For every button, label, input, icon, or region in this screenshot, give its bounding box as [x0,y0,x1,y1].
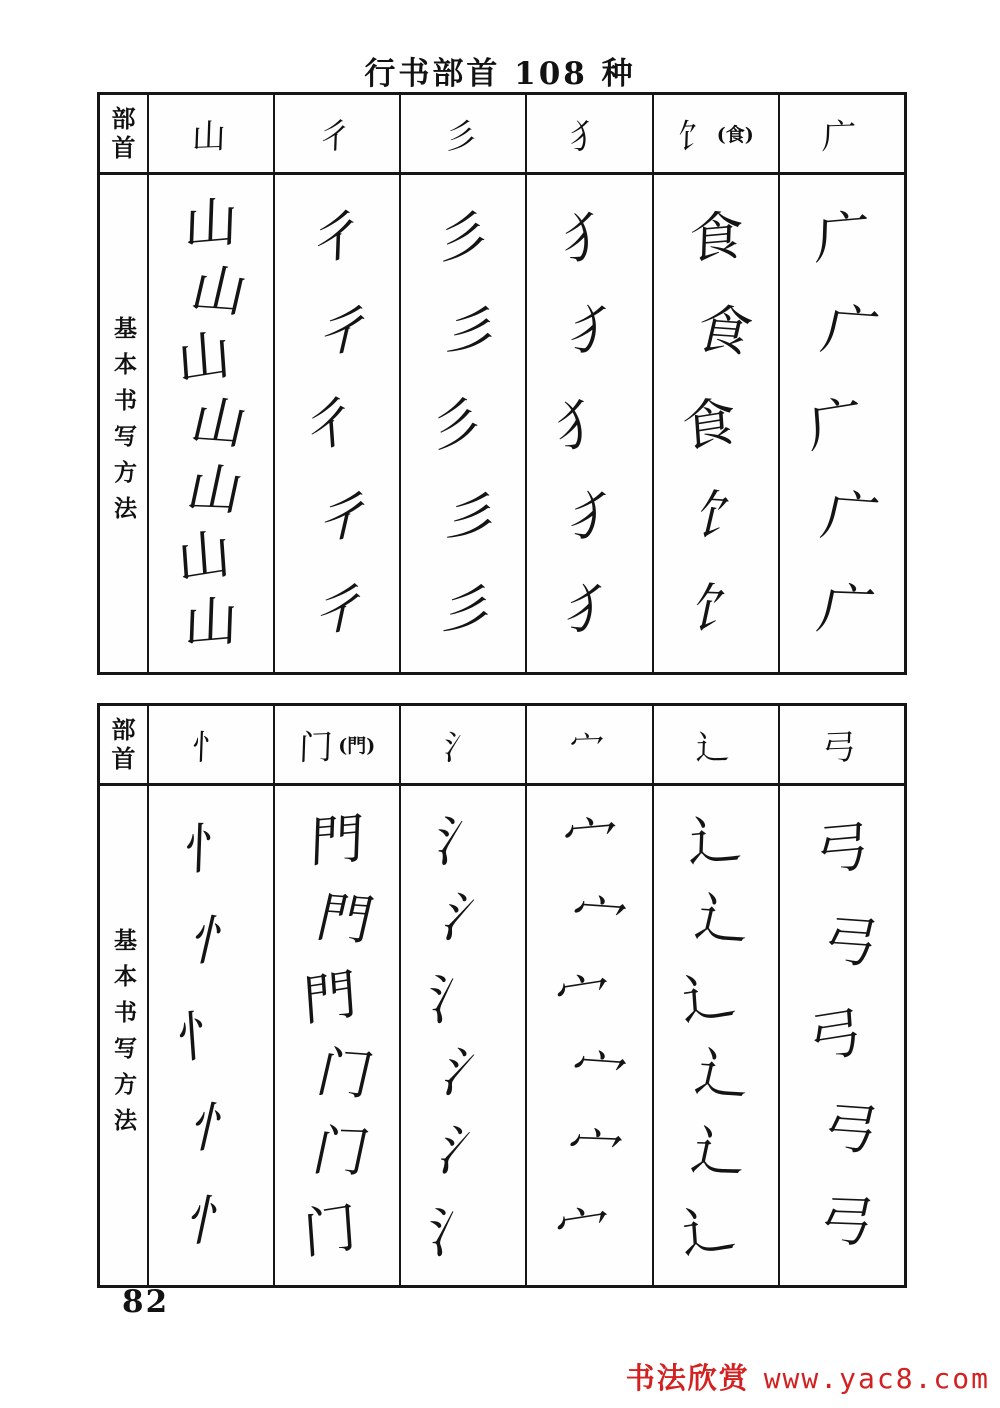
handwritten-sample: 弓 [812,1189,880,1255]
handwritten-sample: 宀 [560,1119,628,1185]
handwritten-sample: 忄 [185,909,254,976]
handwritten-sample: 宀 [563,1041,632,1108]
radical-label: 弓 [821,727,857,769]
handwritten-sample: 氵 [433,1119,502,1185]
sample-column-shan [147,175,273,672]
handwritten-sample: 辶 [686,1119,754,1185]
handwritten-sample: 宀 [553,961,612,1033]
sample-stack [780,786,904,1285]
method-label: 基本书写方法 [110,927,137,1144]
sample-stack [654,786,778,1285]
handwritten-sample: 彡 [433,576,502,642]
handwritten-sample: 犭 [561,202,618,272]
header-cell-shan [147,95,273,175]
handwritten-sample: 食 [689,297,758,364]
handwritten-sample: 宀 [563,885,632,952]
handwritten-sample: 宀 [561,806,618,875]
handwritten-sample: 犭 [560,576,628,642]
handwritten-sample: 山 [175,521,234,593]
radical-label: 忄 [190,727,227,769]
sample-column-chuo [652,786,778,1285]
handwritten-sample: 彡 [427,388,486,460]
sample-stack [780,175,904,672]
sample-stack [527,175,651,672]
sample-column-shan3 [399,175,525,672]
method-label-cell [100,786,147,1285]
handwritten-sample: 门 [307,1119,375,1185]
handwritten-sample: 门 [301,1194,360,1267]
handwritten-sample: 辶 [679,1194,738,1267]
radical-table-1 [97,92,907,675]
handwritten-sample: 彡 [437,483,506,550]
handwritten-sample: 辶 [689,885,758,952]
header-cell-shan3 [399,95,525,175]
handwritten-sample: 门 [311,1041,380,1108]
sample-stack [149,175,273,672]
handwritten-sample: 辶 [679,961,738,1033]
handwritten-sample: 彡 [437,297,506,364]
radical-alt-label: (食) [716,124,754,146]
handwritten-sample: 彡 [435,202,492,272]
handwritten-sample: 犭 [563,483,632,550]
handwritten-sample: 彳 [301,388,360,460]
handwritten-sample: 弓 [813,814,870,883]
handwritten-sample: 弓 [815,1095,885,1162]
handwritten-sample: 氵 [437,885,506,952]
sample-column-shui [399,786,525,1285]
watermark-site-name: 书法欣赏 [625,1361,750,1395]
header-cell-mian [525,706,651,786]
page-title: 行书部首 108 种 [364,56,636,92]
sample-column-shi [652,175,778,672]
handwritten-sample: 广 [815,297,885,364]
sample-stack [401,175,525,672]
sample-column-gong [778,786,904,1285]
radical-label: 彡 [443,116,479,158]
handwritten-sample: 饣 [689,483,758,550]
handwritten-sample: 門 [309,806,366,875]
radical-label: 犭 [569,116,605,158]
radical-label: 门 [298,727,334,769]
sample-column-men [273,786,399,1285]
corner-label: 部首 [111,714,136,773]
sample-stack [275,786,399,1285]
header-cell-shi [652,95,778,175]
corner-cell [100,95,147,175]
radical-table-2 [97,703,907,1288]
radical-label: 广 [821,116,857,158]
handwritten-sample: 饣 [686,576,754,642]
header-cell-gong [778,706,904,786]
method-label-cell [100,175,147,672]
header-cell-guang [778,95,904,175]
header-cell-quan [525,95,651,175]
handwritten-sample: 門 [301,961,360,1033]
sample-column-mian [525,786,651,1285]
handwritten-sample: 辶 [687,806,744,875]
handwritten-sample: 弓 [815,909,885,976]
radical-alt-label: (門) [338,735,376,757]
handwritten-sample: 山 [185,257,254,324]
handwritten-sample: 山 [183,588,240,657]
sample-stack [654,175,778,672]
handwritten-sample: 門 [311,885,380,952]
handwritten-sample: 氵 [427,1194,486,1267]
handwritten-sample: 山 [185,390,254,457]
header-cell-chi [273,95,399,175]
handwritten-sample: 弓 [806,1000,864,1072]
handwritten-sample: 彳 [309,202,366,272]
corner-label: 部首 [111,103,136,162]
handwritten-sample: 忄 [181,1189,249,1255]
handwritten-sample: 辶 [689,1041,758,1108]
handwritten-sample: 氵 [427,961,486,1033]
radical-label: 饣 [676,116,713,158]
sample-stack [275,175,399,672]
sample-stack [149,786,273,1285]
handwritten-sample: 氵 [437,1041,506,1108]
sample-column-quan [525,175,651,672]
handwritten-sample: 广 [815,483,885,550]
handwritten-sample: 食 [687,202,744,272]
handwritten-sample: 犭 [553,388,612,460]
radical-label: 彳 [316,116,353,158]
radical-label: 山 [190,116,227,158]
handwritten-sample: 山 [183,189,240,258]
method-label: 基本书写方法 [110,315,137,532]
handwritten-sample: 氵 [435,806,492,875]
header-cell-xin [147,706,273,786]
sample-column-chi [273,175,399,672]
sample-stack [401,786,525,1285]
sample-column-xin [147,786,273,1285]
header-cell-men [273,706,399,786]
handwritten-sample: 广 [813,202,870,272]
handwritten-sample: 忄 [183,814,240,883]
radical-label: 宀 [569,727,605,769]
handwritten-sample: 广 [806,388,864,460]
handwritten-sample: 彳 [307,576,375,642]
sample-stack [527,786,651,1285]
corner-cell [100,706,147,786]
sample-column-guang [778,175,904,672]
handwritten-sample: 忄 [175,1000,234,1072]
handwritten-sample: 广 [812,576,880,642]
radical-label: 辶 [695,727,731,769]
header-cell-shui [399,706,525,786]
handwritten-sample: 彳 [311,483,380,550]
handwritten-sample: 山 [175,321,234,394]
handwritten-sample: 宀 [553,1194,612,1267]
radical-label: 氵 [443,727,479,769]
watermark-url: www.yac8.com [763,1362,990,1395]
watermark [626,1356,990,1397]
handwritten-sample: 山 [181,457,249,522]
handwritten-sample: 彳 [311,297,380,364]
handwritten-sample: 犭 [563,297,632,364]
page-number: 82 [122,1284,170,1320]
handwritten-sample: 忄 [185,1095,254,1162]
handwritten-sample: 食 [679,388,738,460]
header-cell-chuo [652,706,778,786]
